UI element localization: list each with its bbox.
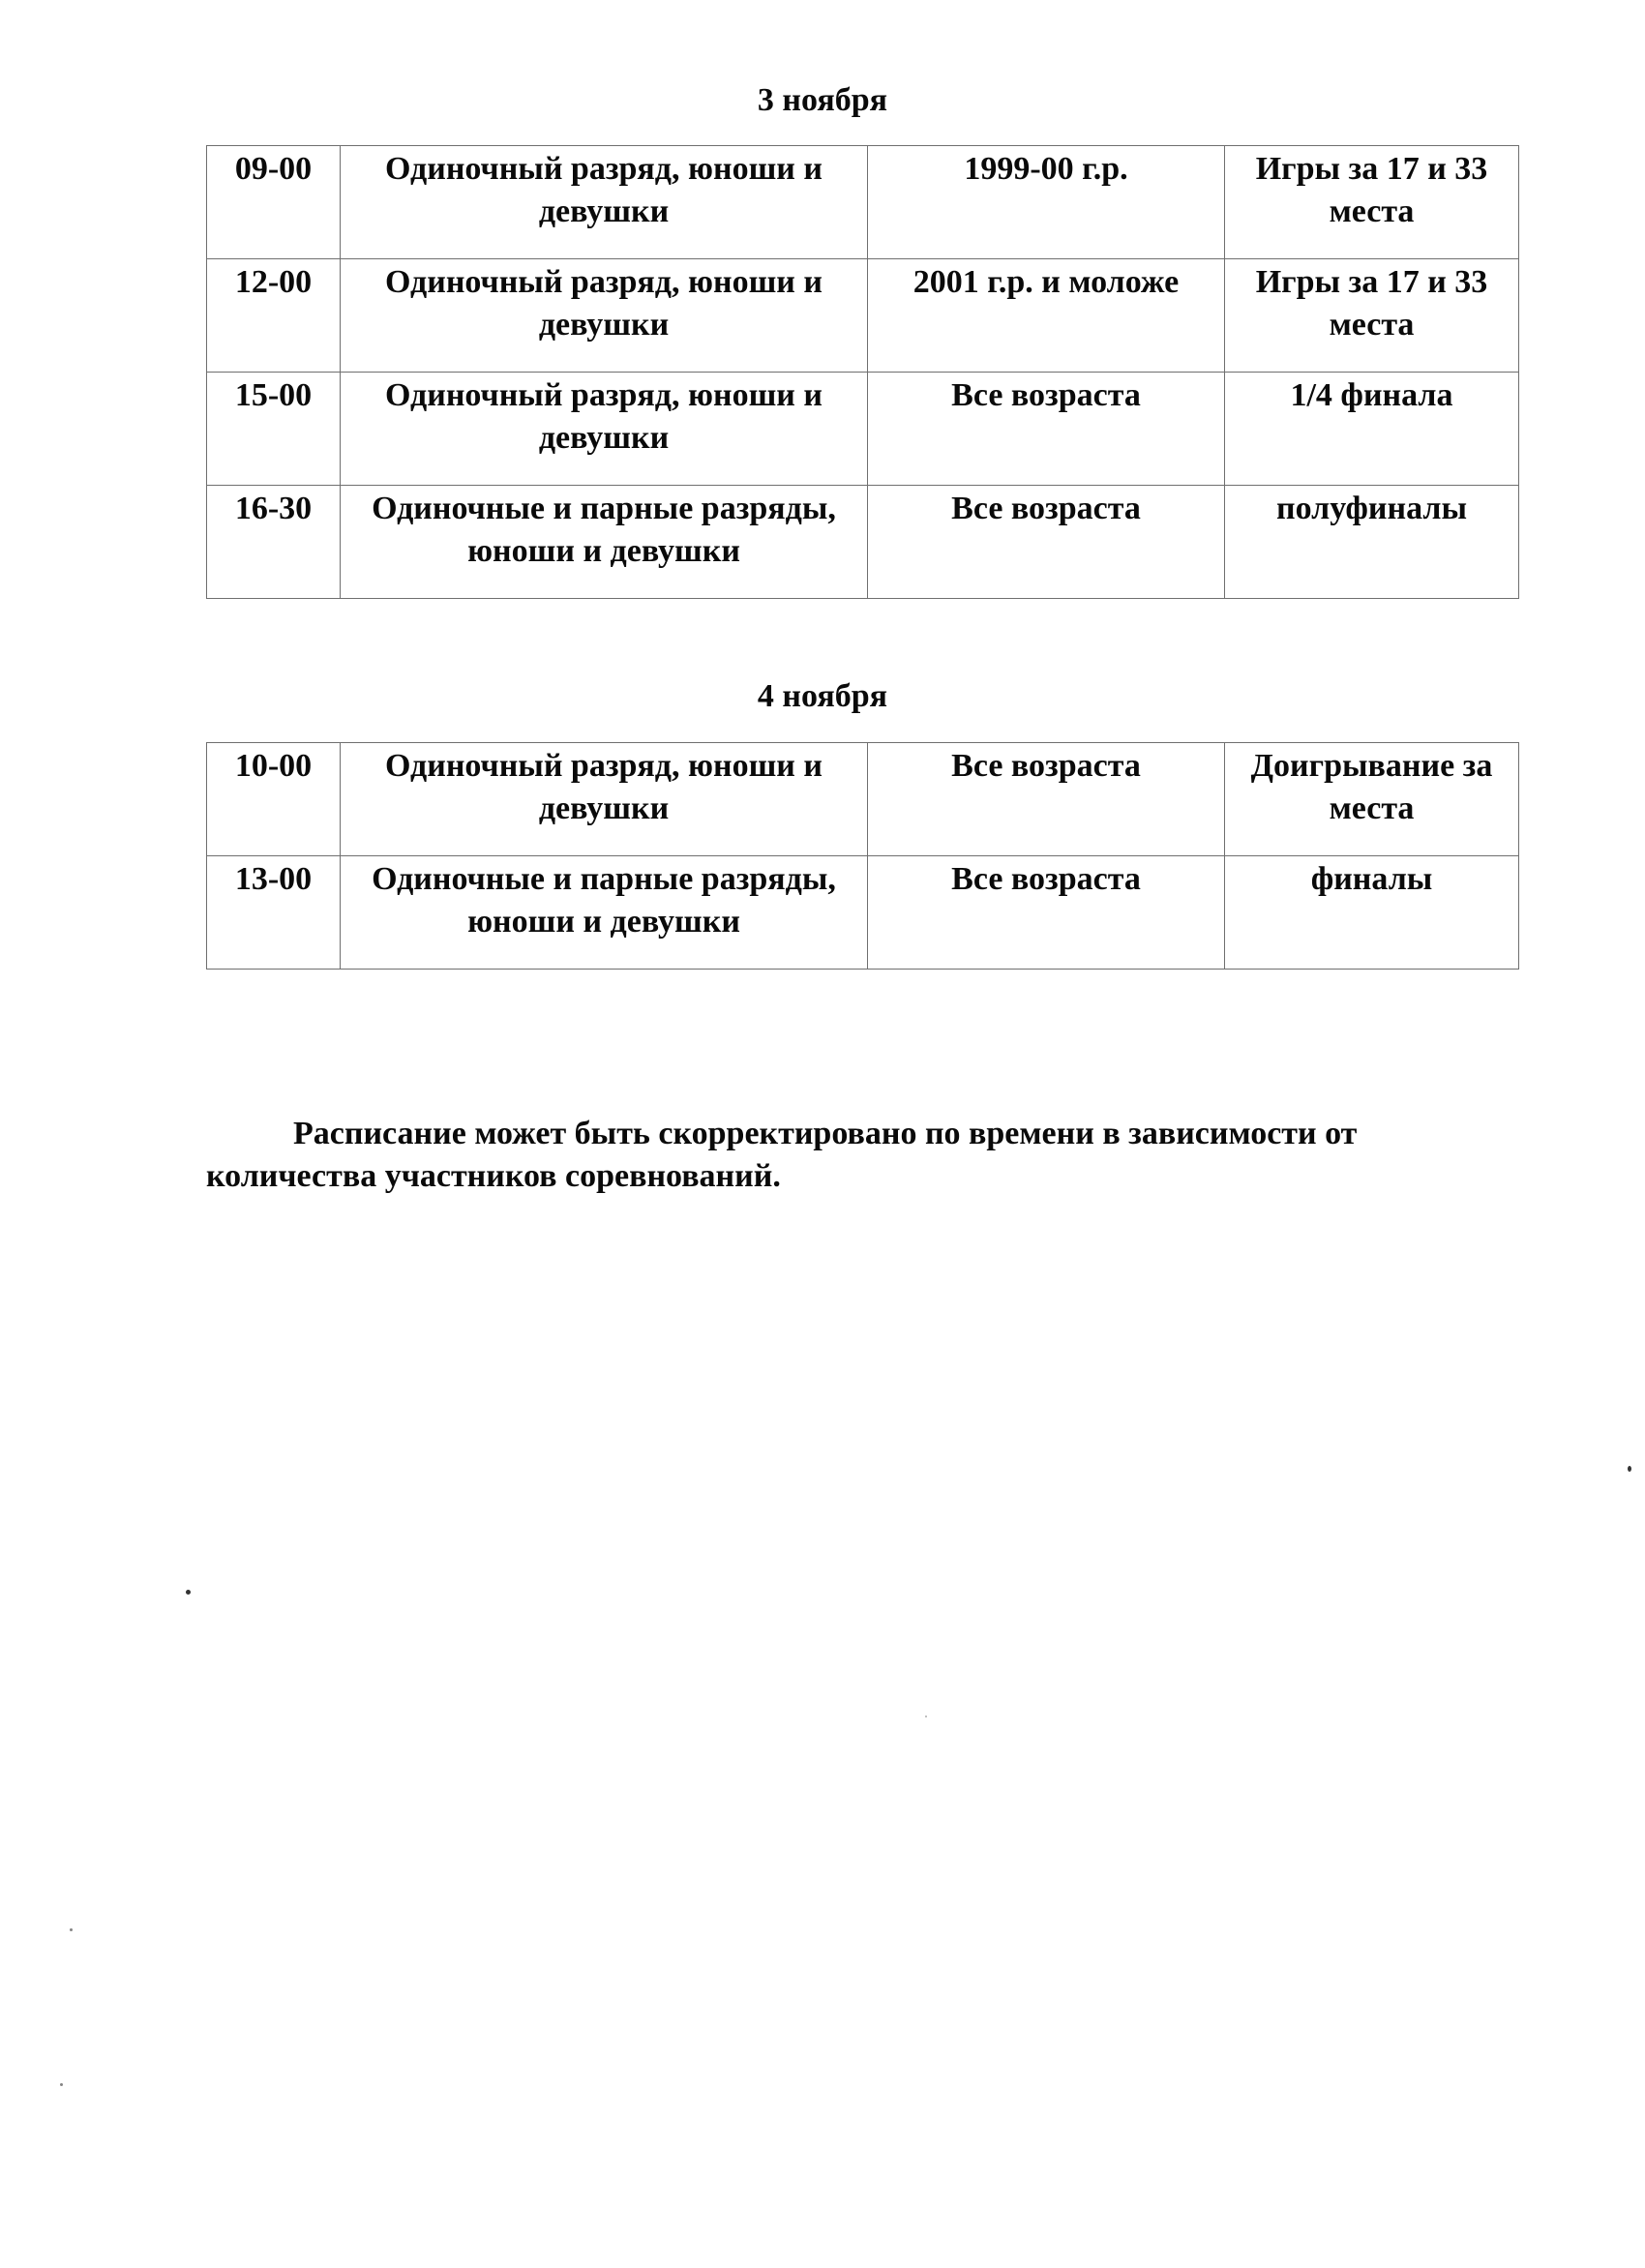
age-cell: 1999-00 г.р. — [868, 146, 1225, 259]
table-row — [207, 486, 1519, 599]
event-cell: Одиночный разряд, юноши и девушки — [341, 146, 868, 259]
schedule-note — [206, 1113, 1522, 1198]
event-cell: Одиночный разряд, юноши и девушки — [341, 743, 868, 856]
time-cell: 10-00 — [207, 743, 341, 856]
age-cell: Все возраста — [868, 486, 1225, 599]
stage-cell: финалы — [1225, 856, 1519, 970]
time-cell: 12-00 — [207, 259, 341, 373]
note-text: Расписание может быть скорректировано по времени в зависимости от количества участников соревнований. — [206, 1116, 1358, 1194]
stage-cell: 1/4 финала — [1225, 373, 1519, 486]
table-row — [207, 743, 1519, 856]
age-cell: Все возраста — [868, 856, 1225, 970]
stage-cell: Доигрывание за места — [1225, 743, 1519, 856]
scan-speck — [186, 1590, 191, 1595]
day-title: 4 ноября — [757, 678, 888, 714]
table-row — [207, 259, 1519, 373]
scan-speck — [925, 1716, 927, 1717]
time-cell: 13-00 — [207, 856, 341, 970]
scan-speck — [70, 1928, 73, 1931]
event-cell: Одиночные и парные разряды, юноши и девушки — [341, 486, 868, 599]
time-cell: 16-30 — [207, 486, 341, 599]
time-cell: 09-00 — [207, 146, 341, 259]
table-row — [207, 146, 1519, 259]
stage-cell: полуфиналы — [1225, 486, 1519, 599]
table-row — [207, 373, 1519, 486]
event-cell: Одиночные и парные разряды, юноши и девушки — [341, 856, 868, 970]
scan-speck — [1628, 1466, 1631, 1472]
age-cell: Все возраста — [868, 373, 1225, 486]
schedule-table-day-1 — [206, 145, 1519, 599]
event-cell: Одиночный разряд, юноши и девушки — [341, 259, 868, 373]
event-cell: Одиночный разряд, юноши и девушки — [341, 373, 868, 486]
time-cell: 15-00 — [207, 373, 341, 486]
age-cell: Все возраста — [868, 743, 1225, 856]
day-title: 3 ноября — [757, 82, 888, 118]
stage-cell: Игры за 17 и 33 места — [1225, 146, 1519, 259]
schedule-table-day-2 — [206, 742, 1519, 970]
table-row — [207, 856, 1519, 970]
age-cell: 2001 г.р. и моложе — [868, 259, 1225, 373]
scan-speck — [60, 2083, 63, 2086]
stage-cell: Игры за 17 и 33 места — [1225, 259, 1519, 373]
